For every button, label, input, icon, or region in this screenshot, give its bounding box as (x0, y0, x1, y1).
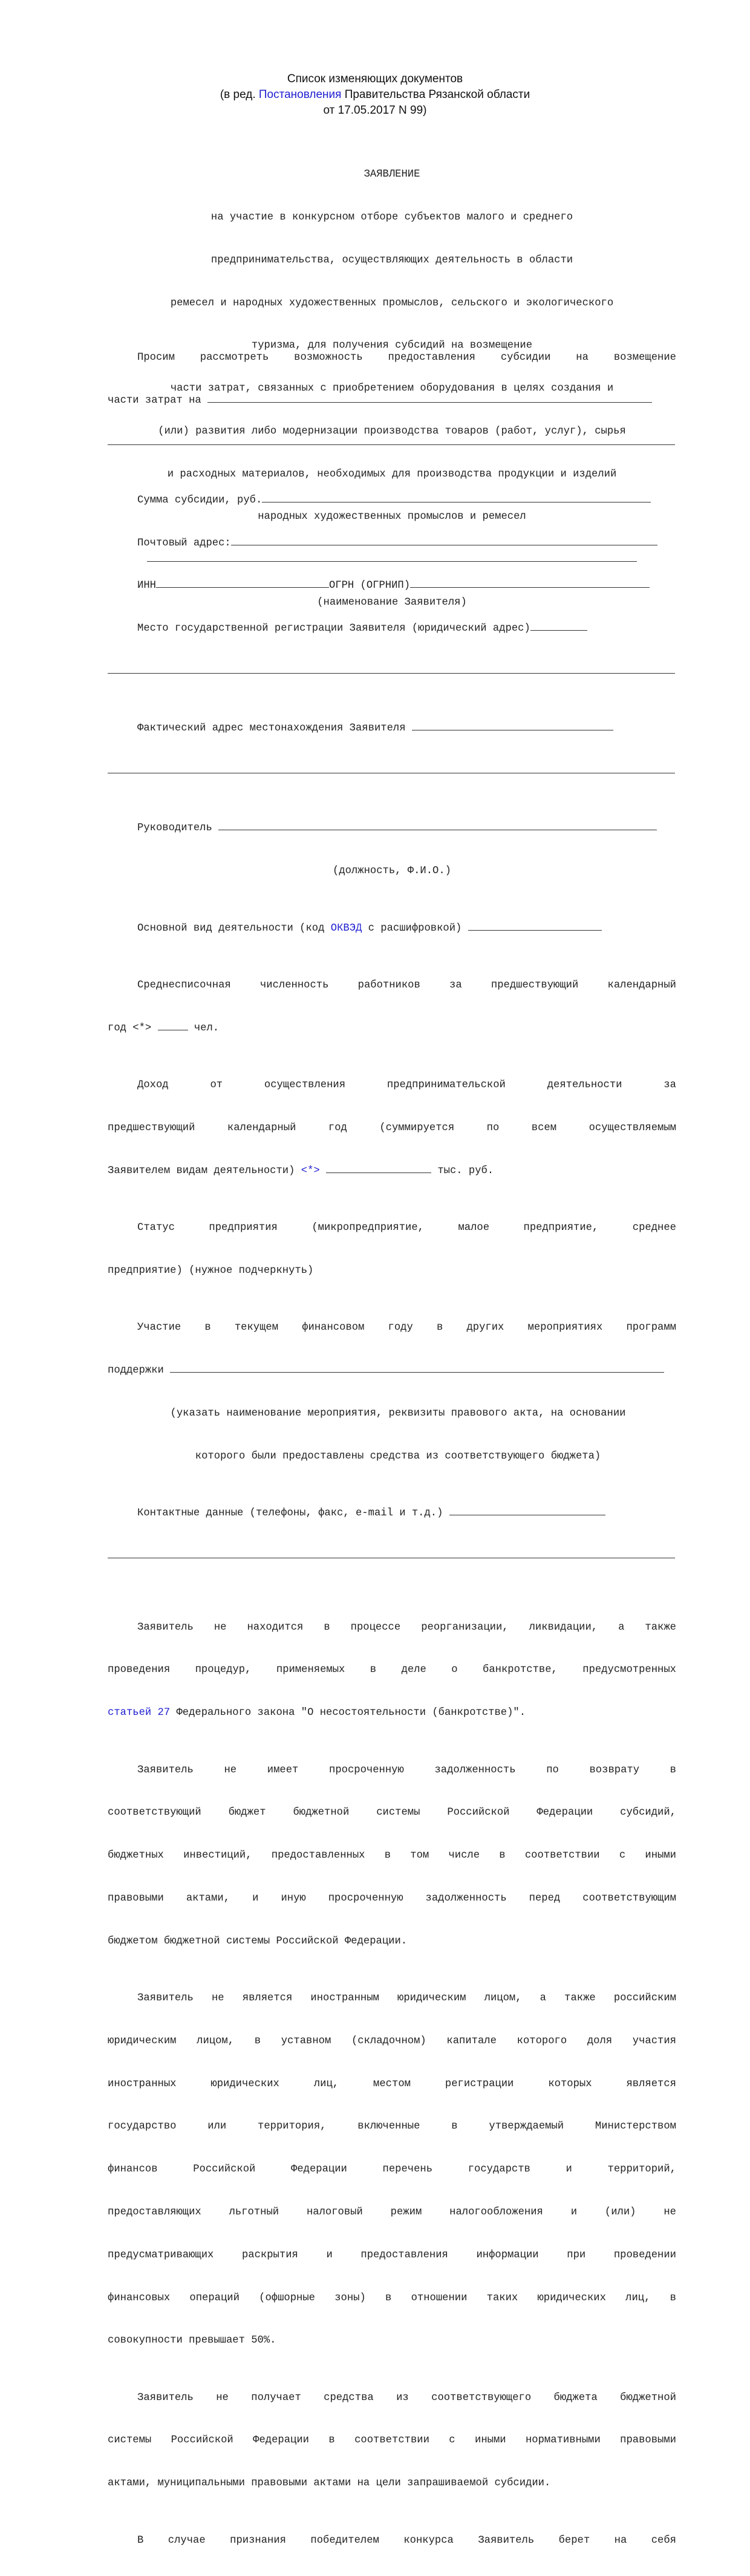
registration-place-label: Место государственной регистрации Заявителя (юридический адрес) (137, 623, 530, 635)
participation-field[interactable] (170, 1372, 664, 1373)
status-text: Статус предприятия (микропредприятие, малое предприятие, среднее (137, 1222, 676, 1234)
declaration-3-line: Заявитель не является иностранным юридическим лицом, а также российским (137, 1992, 676, 2005)
headcount-label: год <*> (108, 1022, 152, 1034)
request-label: части затрат на (108, 394, 201, 406)
revision-line: (в ред. Постановления Правительства Рязанской области (220, 88, 530, 101)
declaration-1-line: проведения процедур, применяемых в деле о банкротстве, предусмотренных (108, 1664, 676, 1676)
revision-header (0, 71, 750, 119)
income-unit: тыс. руб. (437, 1165, 494, 1177)
footnote-link[interactable]: <*> (301, 1165, 320, 1177)
declaration-2-line: Заявитель не имеет просроченную задолженность по возврату в (137, 1764, 676, 1776)
declaration-3-line: государство или территория, включенные в утверждаемый Министерством (108, 2121, 676, 2133)
ogrn-field[interactable] (410, 587, 650, 588)
contacts-label: Контактные данные (телефоны, факс, e-mail и т.д.) (137, 1507, 443, 1519)
participation-caption-1: (указать наименование мероприятия, реквизиты правового акта, на основании (170, 1407, 626, 1419)
inn-field[interactable] (156, 587, 329, 588)
applicant-name-caption: (наименование Заявителя) (317, 597, 467, 608)
head-caption: (должность, Ф.И.О.) (333, 865, 451, 877)
resolution-link[interactable]: Постановления (258, 88, 342, 101)
head-label: Руководитель (137, 822, 212, 834)
declaration-2-line: соответствующий бюджет бюджетной системы Российской Федерации субсидий, (108, 1807, 676, 1819)
title-line: части затрат, связанных с приобретением оборудования в целях создания и (170, 383, 614, 395)
postal-address-label: Почтовый адрес: (137, 537, 231, 549)
declaration-3-line: юридическим лицом, в уставном (складочном) капитале которого доля участия (108, 2035, 676, 2047)
declaration-3-line: предоставляющих льготный налоговый режим налогообложения и (или) не (108, 2206, 676, 2218)
title-line: предпринимательства, осуществляющих деятельность в области (210, 254, 573, 266)
cost-purpose-field[interactable] (207, 402, 652, 403)
declaration-3-line: предусматривающих раскрытия и предоставления информации при проведении (108, 2249, 676, 2261)
status-text-2: предприятие) (нужное подчеркнуть) (108, 1264, 314, 1277)
document-heading: ЗАЯВЛЕНИЕ (364, 169, 420, 181)
declaration-4-line: системы Российской Федерации в соответствии с иными нормативными правовыми (108, 2435, 676, 2447)
declaration-1-line: Заявитель не находится в процессе реорганизации, ликвидации, а также (137, 1621, 676, 1633)
application-form: Просим рассмотреть возможность предоставления субсидии на возмещение части затрат на Сумма субсидии, руб. Почтовый адрес: ИНН ОГРН (ОГРНИП) Место государственной регистрации Заявителя (юридический адрес) Фактический адрес местонахождения Заявителя Руководитель (должность, Ф.И.О.) Основной вид деятельности (код ОКВЭД с расшифровкой) Среднесписочная численность работников за предшествующий календарный год <*> чел. Доход от осуществления предпринимательской деятельности за предшествующий календарный год (суммируется по всем осуществляемым Заявителем видам деятельности) <*> тыс. руб. Статус предприятия (микропредприятие, малое предприятие, среднее предприятие) (нужное подчеркнуть) Участие в текущем финансовом году в других мероприятиях программ поддержки (указать наименование мероприятия, реквизиты правового акта, на основании которого были предоставлены средства из соответствующего бюджета) Контактные данные (телефоны, факс, e-mail и т.д.) Заявитель не находится в процессе реорганизации, ликвидации, а также проведения процедур, применяемых в деле о банкротстве, предусмотренных статьей 27 Федерального закона "О несостоятельности (банкротстве)". Заявитель не имеет просроченную задолженность по возврату в соответствующий бюджет бюджетной системы Российской Федерации субсидий, бюджетных инвестиций, предоставленных в том числе в соответствии с иными правовыми актами, и иную просроченную задолженность перед соответствующим бюджетом бюджетной системы Российской Федерации. Заявитель не является иностранным юридическим лицом, а также российским юридическим лицом, в уставном (складочном) капитале которого доля участия иностранных юридических лиц, местом регистрации которых является государство или территория, включенные в утверждаемый Министерством финансов Российской Федерации перечень государств и территорий, предоставляющих льготный налоговый режим налогообложения и (или) не предусматривающих раскрытия и предоставления информации при проведении финансовых операций (офшорные зоны) в отношении таких юридических лиц, в совокупности превышает 50%. Заявитель не получает средства из соответствующего бюджета бюджетной системы Российской Федерации в соответствии с иными нормативными правовыми актами, муниципальными правовыми актами на цели запрашиваемой субсидии. В случае признания победителем конкурса Заявитель берет на себя (108, 308, 676, 2576)
headcount-unit: чел. (194, 1022, 220, 1034)
headcount-text: Среднесписочная численность работников за предшествующий календарный (137, 979, 676, 991)
okved-link[interactable]: ОКВЭД (330, 922, 362, 934)
income-text-2: предшествующий календарный год (суммируется по всем осуществляемым (108, 1122, 676, 1134)
declaration-3-line: финансовых операций (офшорные зоны) в отношении таких юридических лиц, в (108, 2292, 676, 2304)
title-line: и расходных материалов, необходимых для производства продукции и изделий (167, 468, 617, 480)
article-27-link[interactable]: статьей 27 (108, 1707, 171, 1719)
main-activity-field[interactable] (468, 930, 602, 931)
declaration-5-line: В случае признания победителем конкурса Заявитель берет на себя (137, 2534, 676, 2546)
title-line: ремесел и народных художественных промыслов, сельского и экологического (170, 297, 614, 309)
declaration-3-line: иностранных юридических лиц, местом регистрации которых является (108, 2078, 676, 2090)
title-line: народных художественных промыслов и ремесел (258, 511, 526, 523)
declaration-4-line: Заявитель не получает средства из соответствующего бюджета бюджетной (137, 2392, 676, 2404)
title-line: на участие в конкурсном отборе субъектов малого и среднего (210, 211, 573, 223)
declaration-2-line: правовыми актами, и иную просроченную задолженность перед соответствующим (108, 1892, 676, 1904)
declaration-3-line: совокупности превышает 50%. (108, 2335, 276, 2347)
declaration-2-line: бюджетом бюджетной системы Российской Федерации. (108, 1935, 408, 1947)
cost-purpose-field-continued[interactable] (108, 444, 675, 445)
declaration-2-line: бюджетных инвестиций, предоставленных в том числе в соответствии с иными (108, 1850, 676, 1862)
actual-address-label: Фактический адрес местонахождения Заявителя (137, 723, 406, 735)
subsidy-amount-label: Сумма субсидии, руб. (137, 494, 262, 506)
participation-caption-2: которого были предоставлены средства из соответствующего бюджета) (195, 1450, 601, 1462)
subsidy-amount-field[interactable] (262, 502, 651, 503)
inn-label: ИНН (137, 580, 156, 592)
request-text: Просим рассмотреть возможность предоставления субсидии на возмещение (137, 351, 676, 363)
registration-place-field-continued[interactable] (108, 673, 675, 674)
ogrn-label: ОГРН (ОГРНИП) (328, 580, 411, 592)
income-text-1: Доход от осуществления предпринимательской деятельности за (137, 1079, 676, 1091)
registration-place-field[interactable] (530, 630, 587, 631)
declaration-4-line: актами, муниципальными правовыми актами на цели запрашиваемой субсидии. (108, 2477, 551, 2490)
revision-title: Список изменяющих документов (287, 73, 463, 85)
revision-date: от 17.05.2017 N 99) (323, 104, 427, 117)
declaration-3-line: финансов Российской Федерации перечень государств и территорий, (108, 2164, 676, 2176)
title-line: (или) развития либо модернизации производства товаров (работ, услуг), сырья (158, 425, 626, 437)
participation-text: Участие в текущем финансовом году в других мероприятиях программ (137, 1322, 676, 1334)
title-line: туризма, для получения субсидий на возмещение (251, 340, 533, 352)
participation-label: поддержки (108, 1364, 164, 1376)
